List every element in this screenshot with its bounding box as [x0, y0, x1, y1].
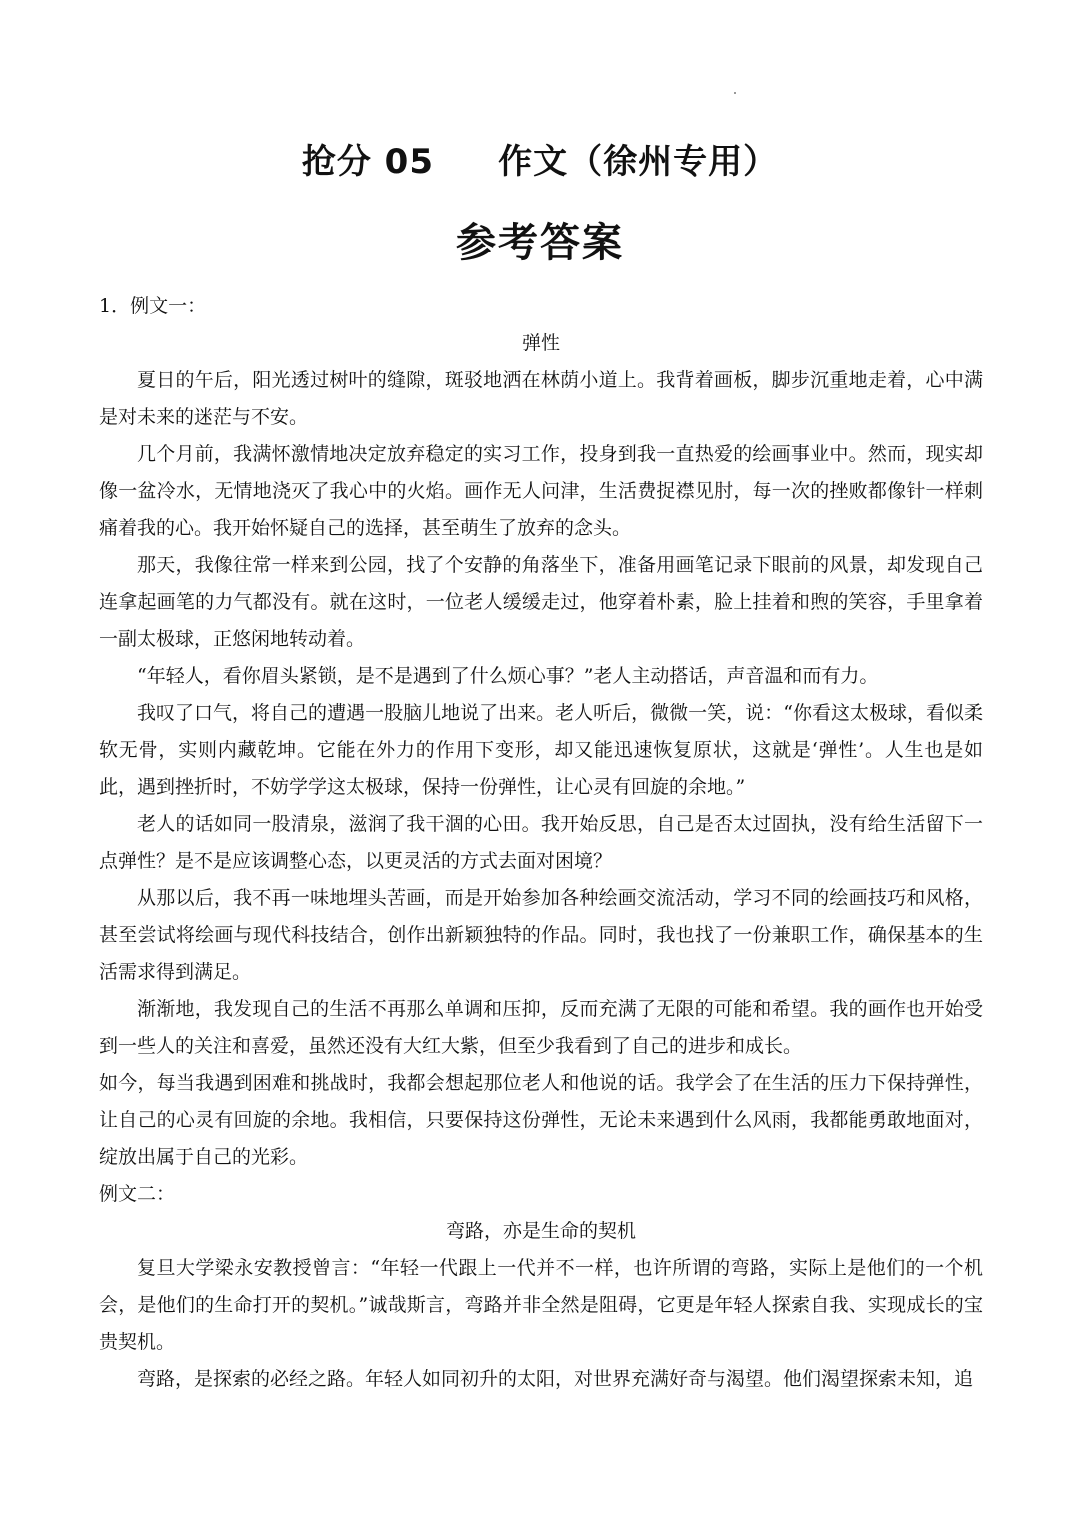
essay1-paragraph: 从那以后，我不再一味地埋头苦画，而是开始参加各种绘画交流活动，学习不同的绘画技巧和风格，甚至尝试将绘画与现代科技结合，创作出新颖独特的作品。同时，我也找了一份兼职工作，确保基本的生活需求得到满足。: [99, 887, 983, 983]
essay1-paragraph: “年轻人，看你眉头紧锁，是不是遇到了什么烦心事？”老人主动搭话，声音温和而有力。: [137, 665, 879, 687]
essay2-label: 例文二：: [99, 1183, 176, 1205]
item-label: 1．例文一：: [99, 295, 207, 317]
document-title: 抢分 05 作文（徐州专用）: [301, 142, 779, 182]
essay1-paragraph: 夏日的午后，阳光透过树叶的缝隙，斑驳地洒在林荫小道上。我背着画板，脚步沉重地走着，心中满是对未来的迷茫与不安。: [99, 369, 983, 428]
essay1-closing-paragraph: 如今，每当我遇到困难和挑战时，我都会想起那位老人和他说的话。我学会了在生活的压力下保持弹性，让自己的心灵有回旋的余地。我相信，只要保持这份弹性，无论未来遇到什么风雨，我都能勇敢地面对，绽放出属于自己的光彩。: [99, 1072, 983, 1168]
essay1-paragraph: 渐渐地，我发现自己的生活不再那么单调和压抑，反而充满了无限的可能和希望。我的画作也开始受到一些人的关注和喜爱，虽然还没有大红大紫，但至少我看到了自己的进步和成长。: [99, 998, 983, 1057]
essay1-title: 弹性: [521, 332, 560, 354]
essay2-paragraph: 弯路，是探索的必经之路。年轻人如同初升的太阳，对世界充满好奇与渴望。他们渴望探索未知，追: [137, 1368, 974, 1390]
essay2-title: 弯路，亦是生命的契机: [445, 1220, 636, 1242]
document-subtitle: 参考答案: [456, 220, 624, 266]
document-body: [99, 288, 983, 1398]
essay2-paragraph: 复旦大学梁永安教授曾言：“年轻一代跟上一代并不一样，也许所谓的弯路，实际上是他们的一个机会，是他们的生命打开的契机。”诚哉斯言，弯路并非全然是阻碍，它更是年轻人探索自我、实现成长的宝贵契机。: [99, 1257, 983, 1353]
scan-dot-mark: [734, 92, 736, 94]
essay1-paragraph: 那天，我像往常一样来到公园，找了个安静的角落坐下，准备用画笔记录下眼前的风景，却发现自己连拿起画笔的力气都没有。就在这时，一位老人缓缓走过，他穿着朴素，脸上挂着和煦的笑容，手里拿着一副太极球，正悠闲地转动着。: [99, 554, 983, 650]
essay1-paragraph: 几个月前，我满怀激情地决定放弃稳定的实习工作，投身到我一直热爱的绘画事业中。然而，现实却像一盆冷水，无情地浇灭了我心中的火焰。画作无人问津，生活费捉襟见肘，每一次的挫败都像针一样刺痛着我的心。我开始怀疑自己的选择，甚至萌生了放弃的念头。: [99, 443, 983, 539]
essay1-paragraph: 老人的话如同一股清泉，滋润了我干涸的心田。我开始反思，自己是否太过固执，没有给生活留下一点弹性？是不是应该调整心态，以更灵活的方式去面对困境？: [99, 813, 983, 872]
essay1-paragraph: 我叹了口气，将自己的遭遇一股脑儿地说了出来。老人听后，微微一笑，说：“你看这太极球，看似柔软无骨，实则内藏乾坤。它能在外力的作用下变形，却又能迅速恢复原状，这就是‘弹性’。人生也是如此，遇到挫折时，不妨学学这太极球，保持一份弹性，让心灵有回旋的余地。”: [99, 702, 983, 798]
